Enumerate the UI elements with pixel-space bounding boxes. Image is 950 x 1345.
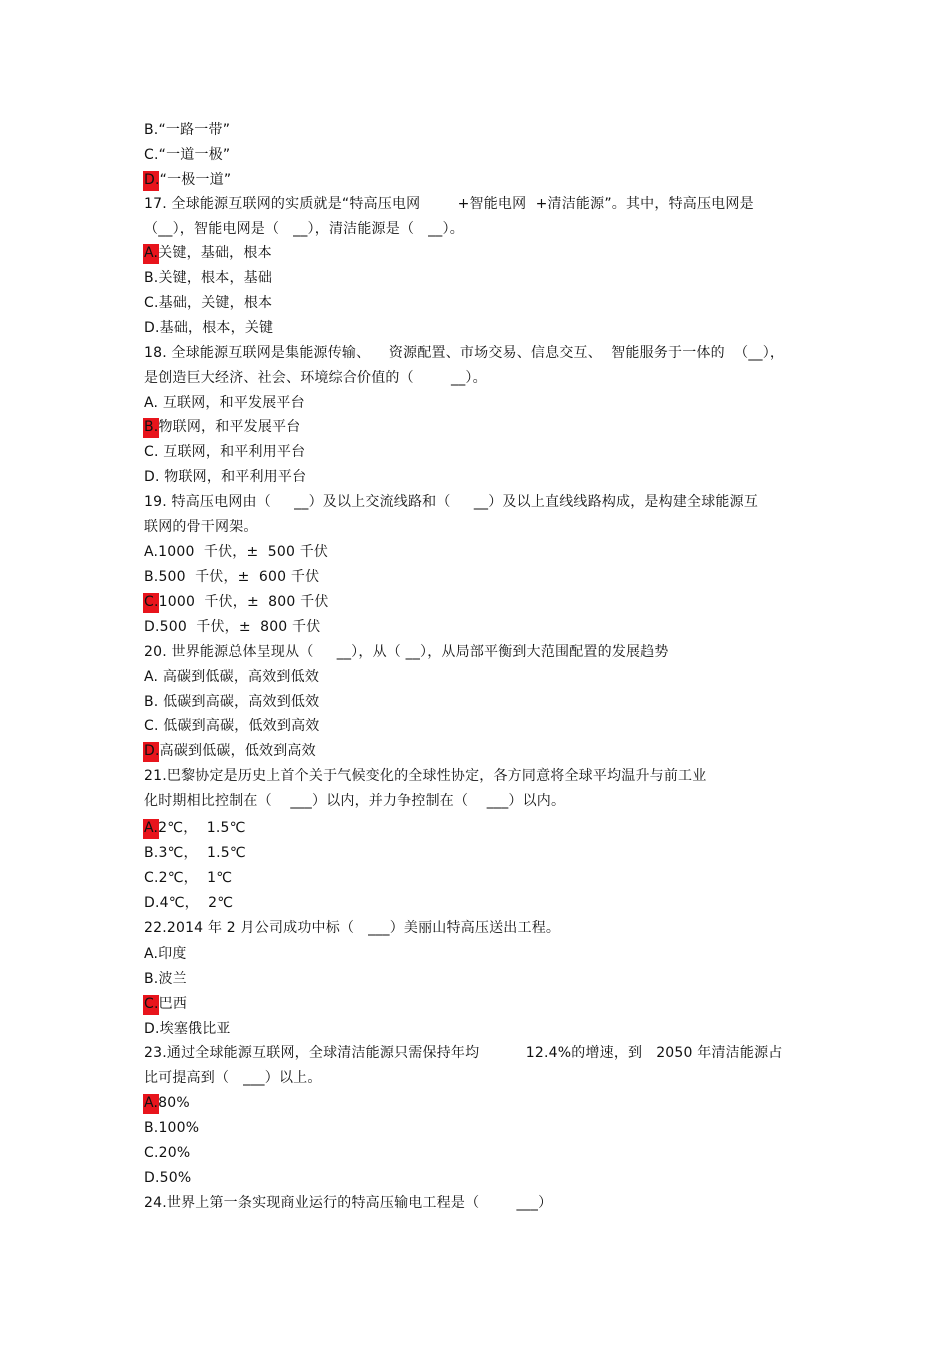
answer-option bbox=[144, 542, 328, 562]
answer-option-selected bbox=[144, 1093, 190, 1113]
answer-option bbox=[144, 517, 258, 537]
question-line bbox=[144, 918, 560, 938]
line-text: 21.巴黎协定是历史上首个关于气候变化的全球性协定，各方同意将全球平均温升与前工业 bbox=[144, 768, 707, 784]
line-text: A. 互联网，和平发展平台 bbox=[144, 395, 305, 411]
line-text: 23.通过全球能源互联网，全球清洁能源只需保持年均 12.4%的增速，到 2050 年清洁能源占 bbox=[144, 1045, 783, 1061]
line-text: C.1000 千伏，± 800 千伏 bbox=[144, 594, 329, 610]
line-text: 24.世界上第一条实现商业运行的特高压输电工程是（ ___） bbox=[144, 1195, 553, 1211]
line-text: C.“一道一极” bbox=[144, 147, 231, 163]
answer-option bbox=[144, 145, 230, 165]
line-text: 17. 全球能源互联网的实质就是“特高压电网 +智能电网 +清洁能源”。其中，特高压电网是 bbox=[144, 196, 754, 212]
line-text: 化时期相比控制在（ ___）以内，并力争控制在（ ___）以内。 bbox=[144, 793, 566, 809]
answer-option-selected bbox=[144, 243, 272, 263]
line-text: （__），智能电网是（ __），清洁能源是（ __）。 bbox=[144, 221, 464, 237]
line-text: C.巴西 bbox=[144, 996, 188, 1012]
line-text: 19. 特高压电网由（ __）及以上交流线路和（ __）及以上直线线路构成，是构建全球能源互 bbox=[144, 494, 759, 510]
line-text: D.高碳到低碳，低效到高效 bbox=[144, 743, 316, 759]
line-text: C. 低碳到高碳，低效到高效 bbox=[144, 718, 320, 734]
line-text: 联网的骨干网架。 bbox=[144, 519, 258, 535]
answer-option bbox=[144, 1118, 199, 1138]
answer-option bbox=[144, 617, 320, 637]
answer-option bbox=[144, 268, 272, 288]
line-text: B.3℃， 1.5℃ bbox=[144, 845, 246, 861]
line-text: A.印度 bbox=[144, 946, 187, 962]
question-line bbox=[144, 343, 784, 363]
answer-option bbox=[144, 567, 319, 587]
question-line bbox=[144, 766, 706, 786]
line-text: 是创造巨大经济、社会、环境综合价值的（ __）。 bbox=[144, 370, 487, 386]
line-text: C.20% bbox=[144, 1145, 191, 1161]
line-text: 比可提高到（ ___）以上。 bbox=[144, 1070, 322, 1086]
answer-option-selected bbox=[144, 818, 246, 838]
answer-option bbox=[144, 368, 487, 388]
answer-option bbox=[144, 442, 305, 462]
line-text: B.波兰 bbox=[144, 971, 187, 987]
line-text: D.埃塞俄比亚 bbox=[144, 1021, 231, 1037]
line-text: C.基础，关键，根本 bbox=[144, 295, 273, 311]
answer-option bbox=[144, 868, 232, 888]
line-text: 22.2014 年 2 月公司成功中标（ ___）美丽山特高压送出工程。 bbox=[144, 920, 561, 936]
question-line bbox=[144, 194, 754, 214]
line-text: D. 物联网，和平利用平台 bbox=[144, 469, 307, 485]
line-text: B.关键，根本，基础 bbox=[144, 270, 273, 286]
line-text: D.50% bbox=[144, 1170, 192, 1186]
line-text: D.4℃， 2℃ bbox=[144, 895, 234, 911]
line-text: B.100% bbox=[144, 1120, 200, 1136]
answer-option-selected bbox=[144, 417, 300, 437]
answer-option bbox=[144, 1168, 191, 1188]
answer-option bbox=[144, 1068, 322, 1088]
line-text: B.500 千伏，± 600 千伏 bbox=[144, 569, 320, 585]
line-text: A.2℃， 1.5℃ bbox=[144, 820, 246, 836]
answer-option bbox=[144, 791, 565, 811]
answer-option bbox=[144, 969, 187, 989]
answer-option-selected bbox=[144, 170, 231, 190]
line-text: C. 互联网，和平利用平台 bbox=[144, 444, 306, 460]
answer-option bbox=[144, 1019, 231, 1039]
question-line bbox=[144, 1193, 552, 1213]
answer-option bbox=[144, 219, 464, 239]
answer-option-selected bbox=[144, 592, 329, 612]
answer-option bbox=[144, 667, 319, 687]
answer-option bbox=[144, 1143, 190, 1163]
question-line bbox=[144, 492, 758, 512]
line-text: D.基础，根本，关键 bbox=[144, 320, 274, 336]
answer-option-selected bbox=[144, 741, 316, 761]
line-text: B. 低碳到高碳，高效到低效 bbox=[144, 694, 320, 710]
line-text: 18. 全球能源互联网是集能源传输、 资源配置、市场交易、信息交互、 智能服务于一体的 （__）， bbox=[144, 345, 785, 361]
answer-option bbox=[144, 393, 305, 413]
line-text: B.物联网，和平发展平台 bbox=[144, 419, 301, 435]
answer-option bbox=[144, 318, 273, 338]
answer-option bbox=[144, 944, 187, 964]
line-text: D.“一极一道” bbox=[144, 172, 232, 188]
line-text: A.1000 千伏，± 500 千伏 bbox=[144, 544, 329, 560]
line-text: B.“一路一带” bbox=[144, 122, 231, 138]
answer-option bbox=[144, 893, 233, 913]
line-text: A.关键，基础，根本 bbox=[144, 245, 272, 261]
answer-option bbox=[144, 843, 246, 863]
line-text: A.80% bbox=[144, 1095, 190, 1111]
answer-option-selected bbox=[144, 994, 187, 1014]
answer-option bbox=[144, 716, 319, 736]
line-text: C.2℃， 1℃ bbox=[144, 870, 233, 886]
line-text: 20. 世界能源总体呈现从（ __），从（ __），从局部平衡到大范围配置的发展趋势 bbox=[144, 644, 669, 660]
answer-option bbox=[144, 293, 272, 313]
question-line bbox=[144, 642, 669, 662]
answer-option bbox=[144, 120, 230, 140]
answer-option bbox=[144, 467, 306, 487]
answer-option bbox=[144, 692, 319, 712]
line-text: D.500 千伏，± 800 千伏 bbox=[144, 619, 321, 635]
question-line bbox=[144, 1043, 782, 1063]
line-text: A. 高碳到低碳，高效到低效 bbox=[144, 669, 320, 685]
